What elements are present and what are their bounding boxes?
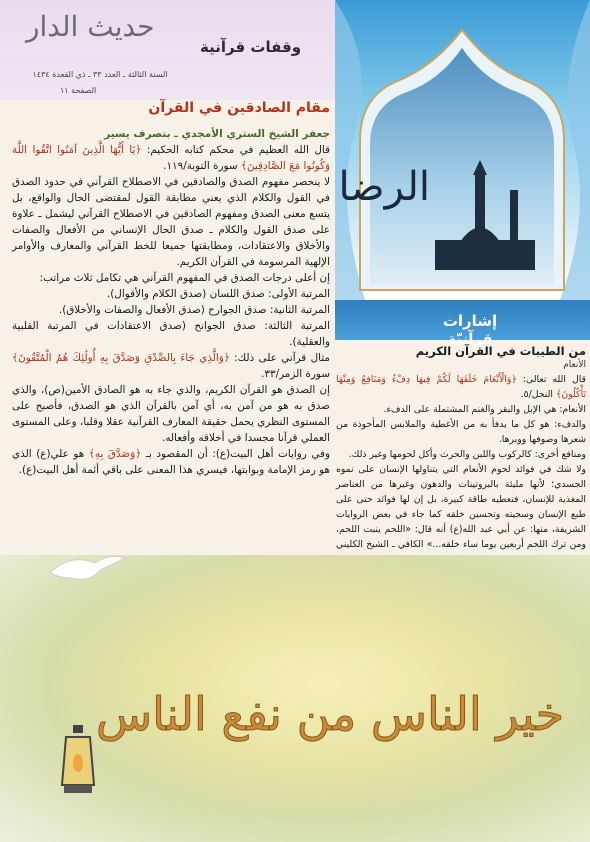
paragraph: المرتبة الأولى: صدق اللسان (صدق الكلام والأقوال). bbox=[106, 288, 330, 300]
shrine-artwork bbox=[335, 0, 590, 300]
paragraph: المرتبة الثانية: صدق الجوارح (صدق الأفعال والصفات والأخلاق). bbox=[58, 304, 330, 316]
hero-calligraphy: الرضا bbox=[338, 164, 430, 210]
left-column bbox=[12, 92, 330, 478]
lantern-icon bbox=[58, 725, 98, 805]
paragraph: قال الله العظيم في محكم كتابه الحكيم: ﴿يَا أَيُّهَا الَّذِينَ آمَنُوا اتَّقُوا اللَّهَ وَكُونُوا مَعَ الصَّادِقِينَ﴾ سورة التوبة/١١٩. bbox=[12, 144, 330, 172]
article-title: مقام الصادقين في القرآن bbox=[148, 100, 330, 116]
masthead bbox=[0, 0, 335, 100]
paragraph: إن الصدق هو القرآن الكريم، والذي جاء به هو الصادق الأمين(ص)، والذي صدق به هو من آمن به، أي آمن بالقرآن الذي هو الصدق، فأصبح على المستوى النظري يحمل حقيقة المعارف القرآنية عقلا وقلبا، وعلى المستوى العملي قرآنا مجسدا في أخلاقه وأفعاله. bbox=[12, 384, 330, 444]
paragraph: والدفء: هو كل ما يدفأ به من الأغطية والملابس المأخوذة من شعرها وصوفها ووبرها. bbox=[336, 419, 586, 445]
calligraphy-text bbox=[90, 640, 570, 770]
page-number: الصفحة ١١ bbox=[60, 86, 97, 95]
paragraph: لا ينحصر مفهوم الصدق والصادقين في الاصطلاح القرآني في حدود الصدق في القول والكلام الذي يعني مطابقة القول لمقتضى الحال والواقع، بل يتسع معنى الصدق ومفهوم الصادقين في الاصطلاح القرآني ليشمل ـ علاوة على صدق القول والكلام ـ صدق الحال الإنساني من الأفعال والصفات والأخلاق والاعتقادات، ومطابقتها جميعا للخط القرآني والمعارف والأوامر الإلهية المرسومة في القرآن الكريم. bbox=[12, 176, 330, 268]
right-column bbox=[336, 340, 586, 567]
author-line: جعفر الشيخ الستري الأمجدي ـ بتصرف يسير bbox=[104, 128, 330, 140]
paragraph: ولا شك في فوائد لحوم الأنعام التي يتناولها الإنسان على نموه الجسدي؛ لأنها مليئة بالبروتينات والدهون وغيرها من العناصر المغذية للإنسان، فتعطيه طاقة كبيرة، بل إن لها فوائد حتى على طبع الإنسان وسجيته وتحسين خلقه كما جاء في بعض الروايات الشريفة، منها: عن أبي عبد الله(ع) أنه قال: «اللحم ينبت اللحم، ومن ترك اللحم أربعين يوما ساء خلقه...» الكافي ـ الشيخ الكليني bbox=[336, 464, 586, 550]
banner-label: إشارات قرآنيّة bbox=[442, 312, 498, 348]
paragraph: قال الله تعالى: ﴿وَالْأَنْعَامَ خَلَقَهَا لَكُمْ فِيهَا دِفْءٌ وَمَنَافِعُ وَمِنْهَا تَأْكُلُونَ﴾ النحل/٥. bbox=[336, 374, 586, 400]
calligraphy-caption: خير الناس من نفع الناس bbox=[95, 687, 565, 741]
hero-image bbox=[335, 0, 590, 300]
paragraph: مثال قرآني على ذلك: ﴿وَالَّذِي جَاءَ بِالصِّدْقِ وَصَدَّقَ بِهِ أُولَٰئِكَ هُمُ الْمُتَّقُونَ﴾ سورة الزمر/٣٣. bbox=[12, 352, 331, 380]
right-title: من الطيبات في القرآن الكريم bbox=[415, 344, 586, 358]
right-subtitle: الأنعام bbox=[563, 360, 586, 370]
paragraph: الأنعام: هي الإبل والبقر والغنم المشتملة على الدفء. bbox=[383, 404, 586, 415]
magazine-logo: حديث الدار bbox=[26, 10, 155, 43]
dove-icon bbox=[40, 548, 130, 588]
section-title: وقفات قرآنية bbox=[200, 38, 302, 56]
paragraph: وفي روايات أهل البيت(ع): أن المقصود بـ ﴿وَصَدَّقَ بِهِ﴾ هو علي(ع) الذي هو رمز الإمامة وبوابتها، فيسري هذا المعنى على باقي أئمة أهل البيت(ع). bbox=[12, 448, 330, 476]
paragraph: ومنافع أخرى: كالركوب واللبن والحرث وأكل لحومها وغير ذلك. bbox=[348, 449, 586, 460]
paragraph: إن أعلى درجات الصدق في المفهوم القرآني هي تكامل ثلاث مراتب: bbox=[39, 272, 330, 284]
issue-info: السنة الثالثة ـ العدد ٣٣ ـ ذي القعدة ١٤٣٤ bbox=[32, 70, 168, 79]
paragraph: المرتبة الثالثة: صدق الجوانح (صدق الاعتقادات في المرتبة القلبية والعقلية). bbox=[12, 320, 330, 348]
